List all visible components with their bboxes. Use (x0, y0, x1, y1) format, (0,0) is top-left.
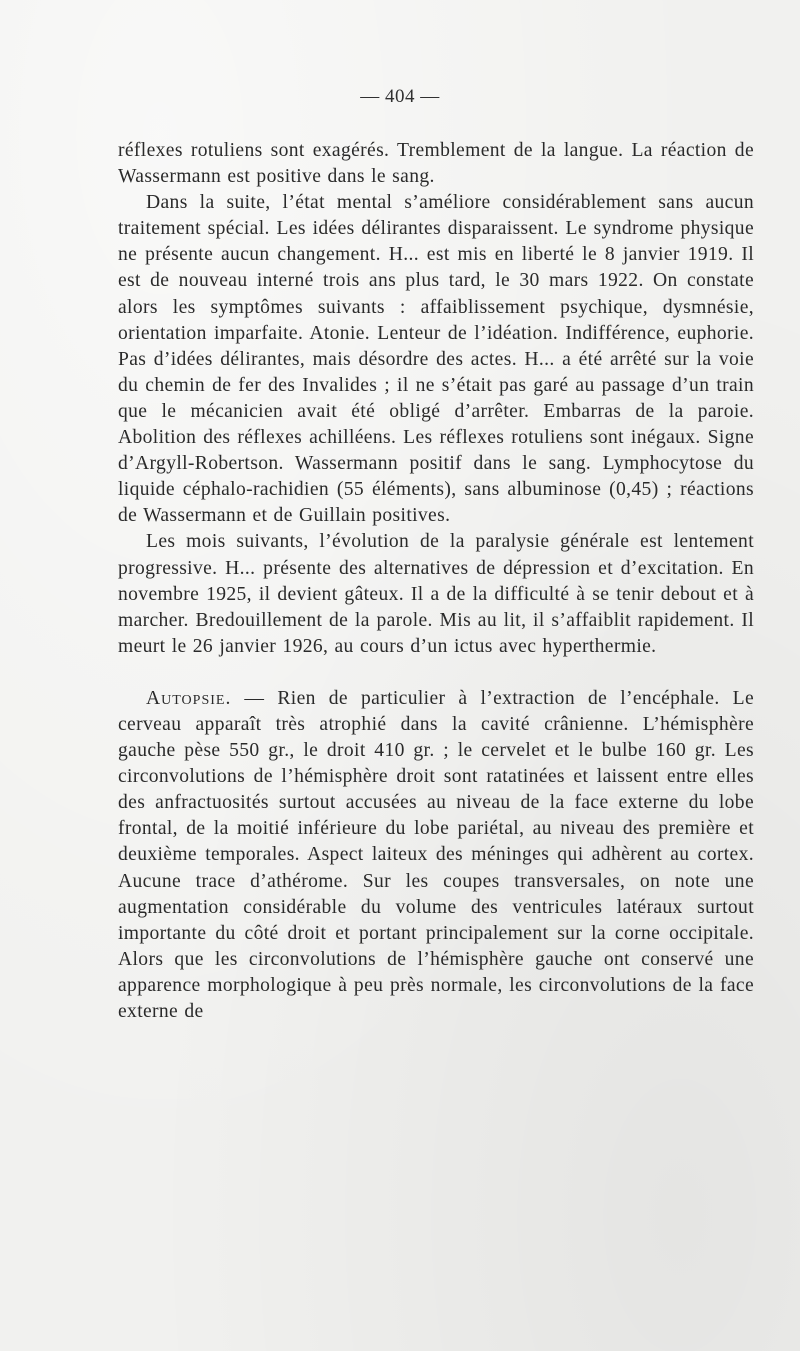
autopsy-heading: Autopsie. (146, 687, 232, 709)
paragraph-continuation: réflexes rotuliens sont exagérés. Tremblement de la langue. La réaction de Wassermann est positive dans le sang. (118, 140, 754, 188)
paragraph-clinical-course: Dans la suite, l’état mental s’améliore considérablement sans aucun traitement spécial. Les idées délirantes disparaissent. Le syndrome physique ne présente aucun changement. H... est mis en liberté le 8 janvier 1919. Il est de nouveau interné trois ans plus tard, le 30 mars 1922. On constate alors les symptômes suivants : affaiblissement psychique, dysmnésie, orientation imparfaite. Atonie. Lenteur de l’idéation. Indifférence, euphorie. Pas d’idées délirantes, mais désordre des actes. H... a été arrêté sur la voie du chemin de fer des Invalides ; il ne s’était pas garé au passage d’un train que le mécanicien avait été obligé d’arrêter. Embarras de la paroie. Abolition des réflexes achilléens. Les réflexes rotuliens sont inégaux. Signe d’Argyll-Robertson. Wassermann positif dans le sang. Lymphocytose du liquide céphalo-rachidien (55 éléments), sans albuminose (0,45) ; réactions de Wassermann et de Guillain positives. (118, 192, 754, 527)
paragraph-evolution: Les mois suivants, l’évolution de la paralysie générale est lentement progressive. H... présente des alternatives de dépression et d’excitation. En novembre 1925, il devient gâteux. Il a de la difficulté à se tenir debout et à marcher. Bredouillement de la parole. Mis au lit, il s’affaiblit rapidement. Il meurt le 26 janvier 1926, au cours d’un ictus avec hyperthermie. (118, 531, 754, 657)
paragraph-autopsy (118, 686, 754, 1025)
body-text (118, 138, 754, 1025)
page-number: — 404 — (360, 86, 440, 107)
autopsy-body: — Rien de particulier à l’extraction de l’encéphale. Le cerveau apparaît très atrophié dans la cavité crânienne. L’hémisphère gauche pèse 550 gr., le droit 410 gr. ; le cervelet et le bulbe 160 gr. Les circonvolutions de l’hémisphère droit sont ratatinées et laissent entre elles des anfractuosités surtout accusées au niveau de la face externe du lobe frontal, de la moitié inférieure du lobe pariétal, au niveau des première et deuxième temporales. Aspect laiteux des méninges qui adhèrent au cortex. Aucune trace d’athérome. Sur les coupes transversales, on note une augmentation considérable du volume des ventricules latéraux surtout importante du côté droit et portant principalement sur la corne occipitale. Alors que les circonvolutions de l’hémisphère gauche ont conservé une apparence morphologique à peu près normale, les circonvolutions de la face externe de (118, 687, 754, 1022)
